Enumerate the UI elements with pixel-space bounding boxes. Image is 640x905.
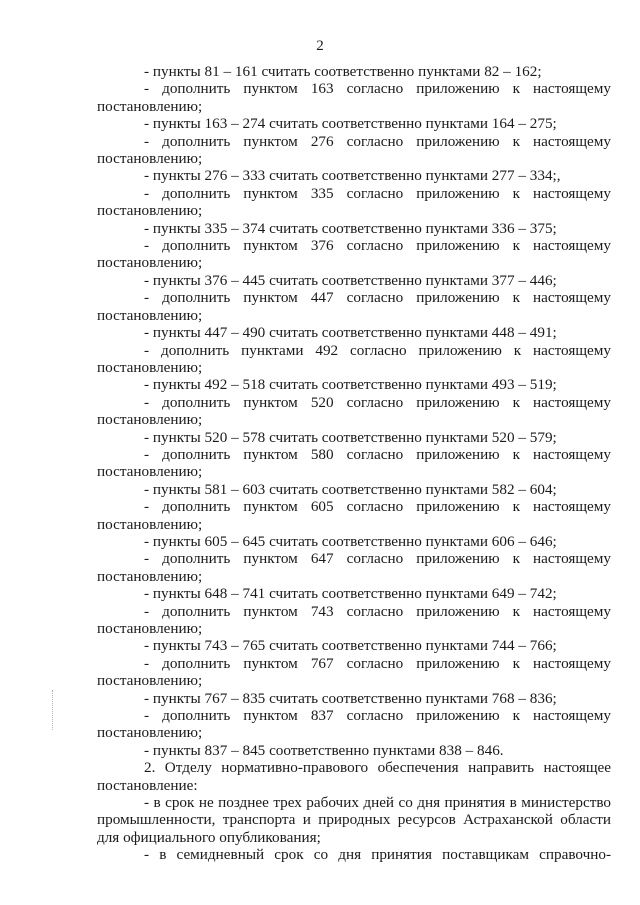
list-item: - дополнить пунктом 447 согласно приложению к настоящему постановлению; [97, 289, 611, 324]
list-item: - пункты 447 – 490 считать соответственно пунктами 448 – 491; [144, 324, 557, 342]
list-item: - в срок не позднее трех рабочих дней со дня принятия в министерство промышленности, транспорта и природных ресурсов Астраханской области для официального опубликования; [97, 794, 611, 846]
list-item: - пункты 376 – 445 считать соответственно пунктами 377 – 446; [144, 271, 557, 289]
list-item: - пункты 767 – 835 считать соответственно пунктами 768 – 836; [144, 689, 557, 707]
list-item: - дополнить пунктом 647 согласно приложению к настоящему постановлению; [97, 550, 611, 585]
list-item: - пункты 837 – 845 соответственно пунктами 838 – 846. [144, 741, 504, 759]
list-item: - дополнить пунктами 492 согласно приложению к настоящему постановлению; [97, 341, 611, 376]
list-item: - пункты 605 – 645 считать соответственно пунктами 606 – 646; [144, 532, 557, 550]
list-item: - пункты 276 – 333 считать соответственно пунктами 277 – 334;, [144, 167, 561, 185]
list-item: - дополнить пунктом 743 согласно приложению к настоящему постановлению; [97, 602, 611, 637]
section-paragraph: 2. Отделу нормативно-правового обеспечения направить настоящее постановление: [97, 759, 611, 794]
list-item: - дополнить пунктом 276 согласно приложению к настоящему постановлению; [97, 132, 611, 168]
document-body [97, 63, 611, 864]
list-item: - дополнить пунктом 520 согласно приложению к настоящему постановлению; [97, 393, 611, 429]
list-item: - дополнить пунктом 580 согласно приложению к настоящему постановлению; [97, 445, 611, 481]
list-item: - пункты 581 – 603 считать соответственно пунктами 582 – 604; [144, 480, 557, 498]
list-item: - дополнить пунктом 605 согласно приложению к настоящему постановлению; [97, 498, 611, 533]
list-item: - дополнить пунктом 163 согласно приложению к настоящему постановлению; [97, 80, 611, 115]
list-item: - пункты 743 – 765 считать соответственно пунктами 744 – 766; [144, 637, 557, 655]
list-item: - в семидневный срок со дня принятия поставщикам справочно- [144, 846, 611, 864]
list-item: - дополнить пунктом 335 согласно приложению к настоящему постановлению; [97, 184, 611, 220]
list-item: - пункты 648 – 741 считать соответственно пунктами 649 – 742; [144, 585, 557, 603]
list-item: - пункты 335 – 374 считать соответственно пунктами 336 – 375; [144, 219, 557, 237]
list-item: - пункты 492 – 518 считать соответственно пунктами 493 – 519; [144, 376, 557, 394]
page-number: 2 [316, 38, 324, 54]
list-item: - дополнить пунктом 376 согласно приложению к настоящему постановлению; [97, 237, 611, 272]
list-item: - пункты 163 – 274 считать соответственно пунктами 164 – 275; [144, 115, 557, 133]
list-item: - дополнить пунктом 837 согласно приложению к настоящему постановлению; [97, 707, 611, 742]
list-item: - пункты 81 – 161 считать соответственно пунктами 82 – 162; [144, 63, 542, 80]
scan-margin-mark [52, 690, 54, 730]
list-item: - пункты 520 – 578 считать соответственно пунктами 520 – 579; [144, 428, 557, 446]
list-item: - дополнить пунктом 767 согласно приложению к настоящему постановлению; [97, 654, 611, 690]
